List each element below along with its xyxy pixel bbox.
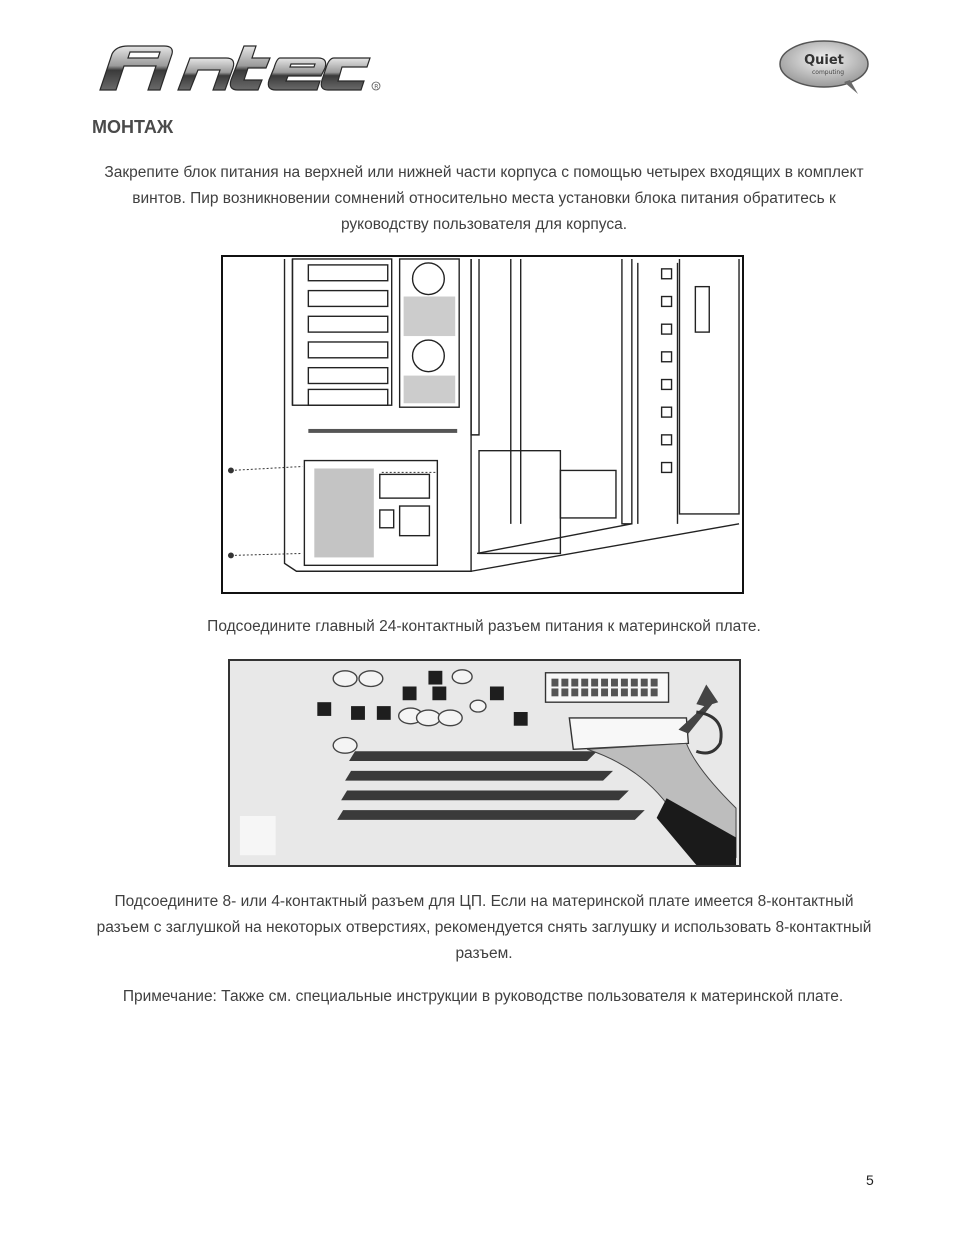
paragraph-24pin: Подсоедините главный 24-контактный разъем питания к материнской плате. (207, 618, 761, 635)
paragraph-cpu-connector: Подсоедините 8- или 4-контактный разъем для ЦП. Если на материнской плате имеется 8-контактный разъем с заглушкой на некоторых отверстиях, рекомендуется снять заглушку и использовать 8-контактный разъем. (96, 893, 872, 962)
svg-text:R: R (374, 83, 379, 91)
paragraph-note: Примечание: Также см. специальные инструкции в руководстве пользователя к материнской плате. (122, 988, 844, 1005)
paragraph-mounting: Закрепите блок питания на верхней или нижней части корпуса с помощью четырех входящих в комплект винтов. Пир возникновении сомнений относительно места установки блока питания обратитесь к руководству пользователя для корпуса. (104, 164, 864, 233)
badge-text-bottom: computing (811, 69, 845, 76)
quiet-computing-logo (778, 38, 872, 96)
24pin-connector-illustration (228, 659, 741, 867)
antec-logo (94, 40, 384, 96)
psu-installation-illustration (221, 255, 744, 594)
page-number: 5 (866, 1172, 874, 1188)
badge-text-top: Quiet (804, 53, 844, 68)
section-title: МОНТАЖ (92, 117, 174, 137)
